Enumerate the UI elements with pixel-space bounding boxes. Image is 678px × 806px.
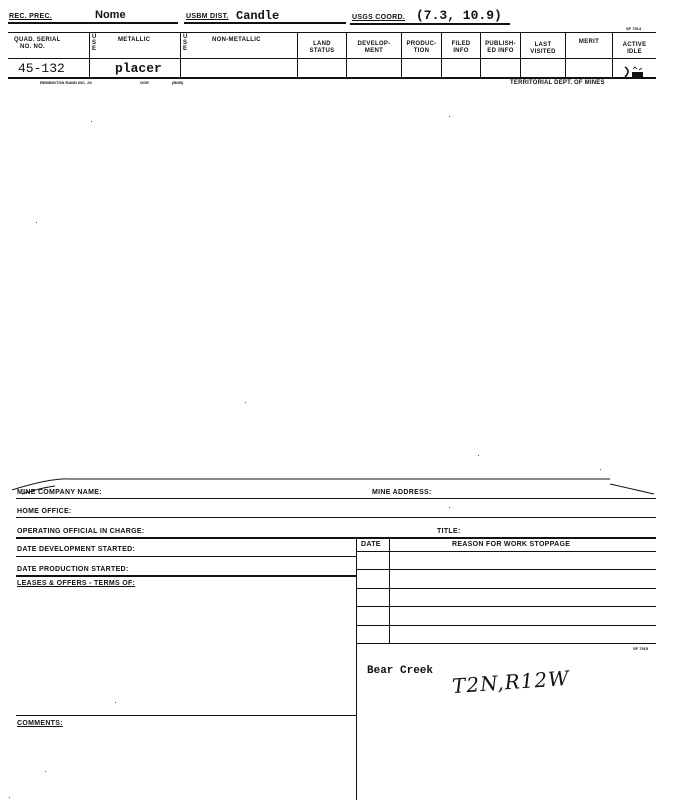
rule [356,606,656,607]
rule [356,551,656,552]
rule [8,22,178,24]
handwritten-note: T2N,R12W [451,665,571,699]
rule [8,58,656,59]
printer-code-2: (BDB) [172,80,184,85]
rec-prec-label: REC. PREC. [9,13,53,20]
mine-address-label: MINE ADDRESS: [372,489,432,496]
col-merit: MERIT [578,39,600,45]
rule [184,22,346,24]
form-number-bottom: SF 7515 [633,646,649,651]
form-number-top: SF 7514 [626,26,642,31]
divider [180,33,181,78]
usbm-dist-value: Candle [236,9,280,23]
typed-note: Bear Creek [367,665,434,677]
scan-speck [45,771,46,772]
col-land-1: LAND [313,41,331,47]
col-land-2: STATUS [309,48,335,54]
date-production-label: DATE PRODUCTION STARTED: [17,566,129,573]
dept-name: TERRITORIAL DEPT. OF MINES [510,80,605,86]
date-development-label: DATE DEVELOPMENT STARTED: [17,546,136,553]
divider [89,33,90,78]
col-develop-1: DEVELOP- [357,41,391,47]
divider [389,538,390,644]
rule [356,643,656,644]
scan-speck [91,121,92,122]
operating-official-label: OPERATING OFFICIAL IN CHARGE: [17,528,145,535]
card-top-edge [10,470,658,500]
rule [16,556,356,557]
scan-speck [478,455,479,456]
rule [8,32,656,33]
col-use-right: U S E [183,34,188,52]
metallic-value: placer [115,61,162,76]
divider [297,33,298,78]
comments-label: COMMENTS: [17,720,63,727]
col-use-left: U S E [92,34,97,52]
col-quad-line1: QUAD. SERIAL [14,37,61,43]
usgs-coord-value: (7.3, 10.9) [416,8,502,23]
mine-company-label: MINE COMPANY NAME: [17,489,102,496]
col-non-metallic: NON-METALLIC [212,37,261,43]
divider [480,33,481,78]
scan-speck [245,402,246,403]
col-develop-2: MENT [364,48,384,54]
divider [356,538,357,800]
col-filed-1: FILED [451,41,471,47]
divider [346,33,347,78]
rule [356,588,656,589]
rule [16,575,356,577]
col-published-1: PUBLISH- [485,41,516,47]
quad-serial-value: 45-132 [18,61,65,76]
leases-label: LEASES & OFFERS - TERMS OF: [17,580,136,587]
home-office-label: HOME OFFICE: [17,508,72,515]
rule [16,537,656,539]
col-active-1: ACTIVE [622,42,647,48]
usbm-dist-label: USBM DIST. [186,13,229,20]
title-label: TITLE: [437,528,461,535]
col-production-1: PRODUC- [406,41,437,47]
col-published-2: ED INFO [487,48,514,54]
col-last-1: LAST [534,42,552,48]
col-quad-line2: NO. NO. [20,44,46,50]
col-metallic: METALLIC [118,37,151,43]
idle-stamp-icon [622,65,646,79]
col-last-2: VISITED [530,49,556,55]
scan-speck [36,222,37,223]
rule [16,498,656,499]
rule [16,517,656,518]
date-column-header: DATE [361,541,381,548]
scan-speck [449,507,450,508]
rule [350,23,510,25]
printer-mark: REMINGTON RAND INC. 20 [40,80,92,85]
divider [441,33,442,78]
scan-speck [9,797,10,798]
col-production-2: TION [413,48,430,54]
divider [401,33,402,78]
rule [8,77,656,79]
col-filed-2: INFO [453,48,469,54]
rule [16,715,356,716]
printer-code: GGE [140,80,149,85]
scan-speck [449,116,450,117]
reason-column-header: REASON FOR WORK STOPPAGE [452,541,571,548]
rec-prec-value: Nome [95,9,126,21]
usgs-coord-label: USGS COORD. [352,14,406,21]
scan-speck [115,702,116,703]
col-active-2: IDLE [627,49,642,55]
rule [356,625,656,626]
rule [356,569,656,570]
